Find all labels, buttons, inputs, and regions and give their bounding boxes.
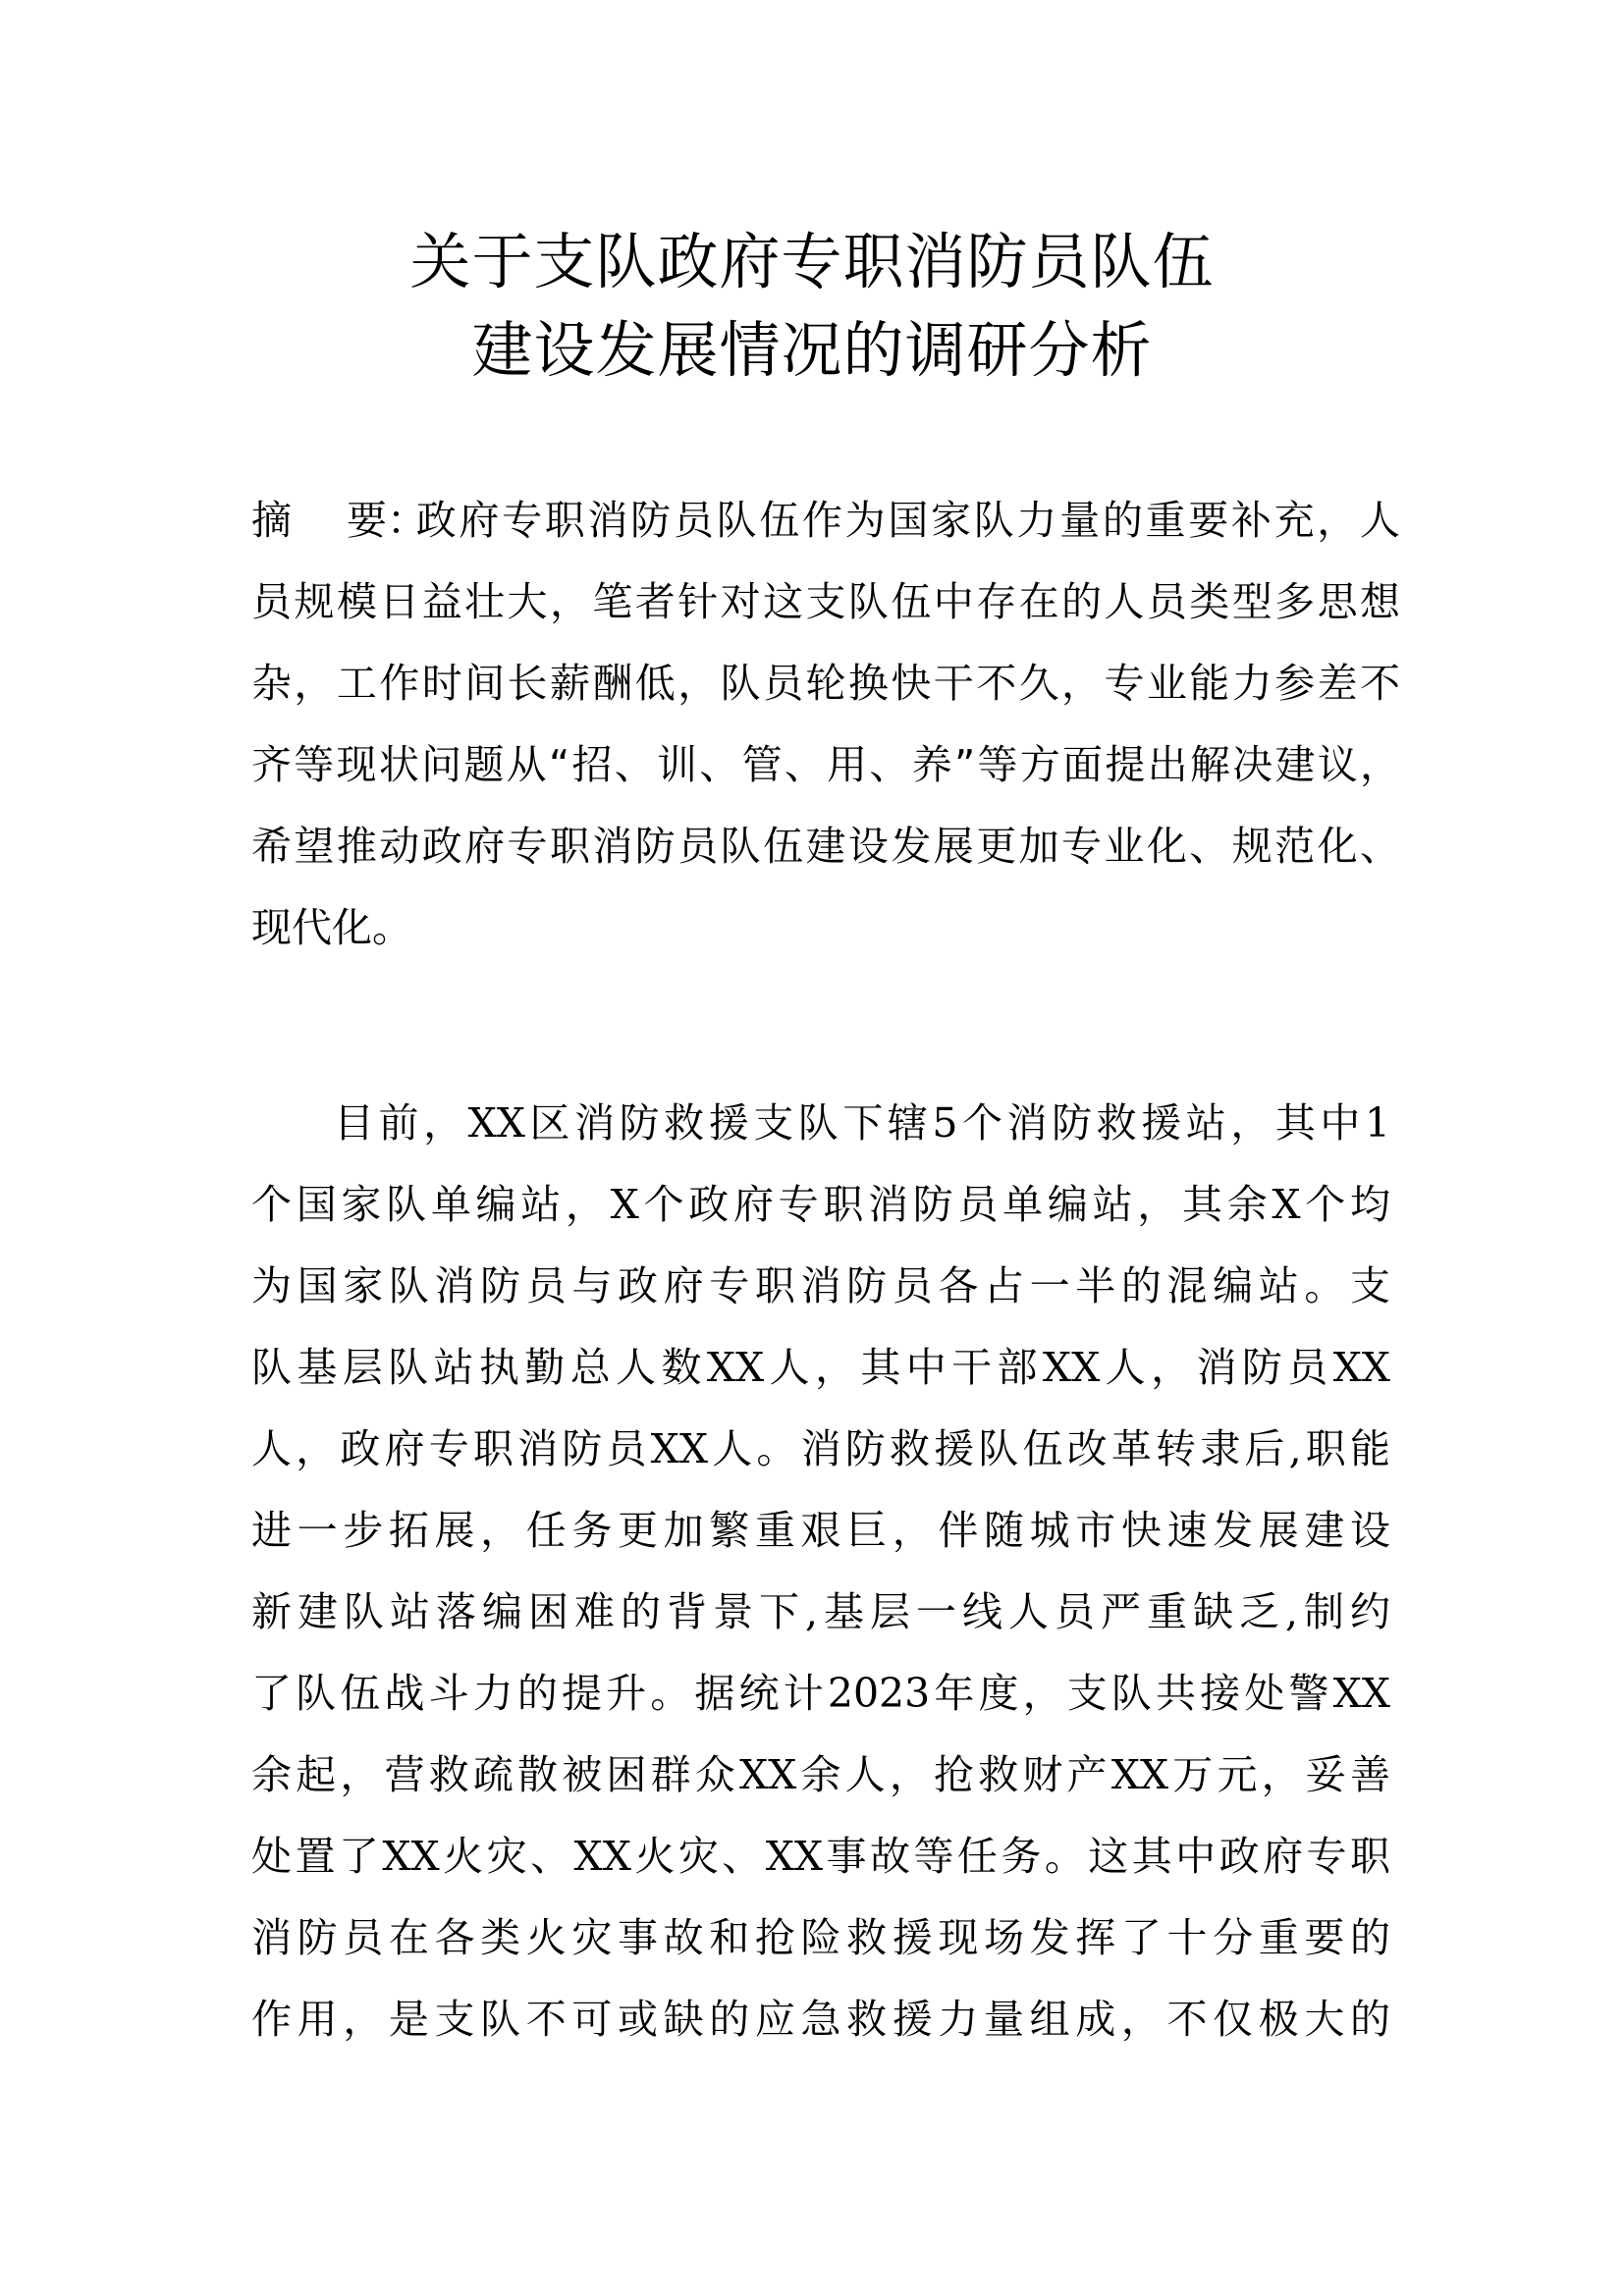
body-line: 个国家队单编站，X个政府专职消防员单编站，其余X个均 [251, 1181, 1390, 1228]
body-line: 为国家队消防员与政府专职消防员各占一半的混编站。支 [251, 1262, 1390, 1309]
body-line: 了队伍战斗力的提升。据统计2023年度，支队共接处警XX [251, 1670, 1390, 1717]
abstract-line: 员规模日益壮大，笔者针对这支队伍中存在的人员类型多思想 [251, 578, 1400, 625]
body-line: 进一步拓展，任务更加繁重艰巨，伴随城市快速发展建设 [251, 1507, 1390, 1554]
abstract-line: 齐等现状问题从“招、训、管、用、养”等方面提出解决建议， [251, 741, 1400, 788]
body-line: 余起，营救疏散被困群众XX余人，抢救财产XX万元，妥善 [251, 1751, 1390, 1798]
abstract-line: 杂，工作时间长薪酬低，队员轮换快干不久，专业能力参差不 [251, 660, 1400, 707]
body-line: 处置了XX火灾、XX火灾、XX事故等任务。这其中政府专职 [251, 1833, 1390, 1880]
abstract-label: 摘 要： [251, 497, 427, 544]
document-title-line-1: 关于支队政府专职消防员队伍 [409, 226, 1215, 297]
abstract-line: 希望推动政府专职消防员队伍建设发展更加专业化、规范化、 [251, 823, 1400, 870]
body-line: 目前，XX区消防救援支队下辖5个消防救援站，其中1 [334, 1099, 1390, 1147]
body-line: 队基层队站执勤总人数XX人，其中干部XX人，消防员XX [251, 1344, 1390, 1391]
body-line: 新建队站落编困难的背景下,基层一线人员严重缺乏,制约 [251, 1588, 1390, 1635]
body-line: 作用，是支队不可或缺的应急救援力量组成，不仅极大的 [251, 1996, 1390, 2043]
abstract-line: 现代化。 [251, 904, 412, 951]
document-title-line-2: 建设发展情况的调研分析 [471, 314, 1153, 386]
body-line: 消防员在各类火灾事故和抢险救援现场发挥了十分重要的 [251, 1914, 1390, 1961]
body-line: 人，政府专职消防员XX人。消防救援队伍改革转隶后,职能 [251, 1425, 1390, 1472]
abstract-line: 摘 要：政府专职消防员队伍作为国家队力量的重要补充，人 [251, 491, 1400, 550]
